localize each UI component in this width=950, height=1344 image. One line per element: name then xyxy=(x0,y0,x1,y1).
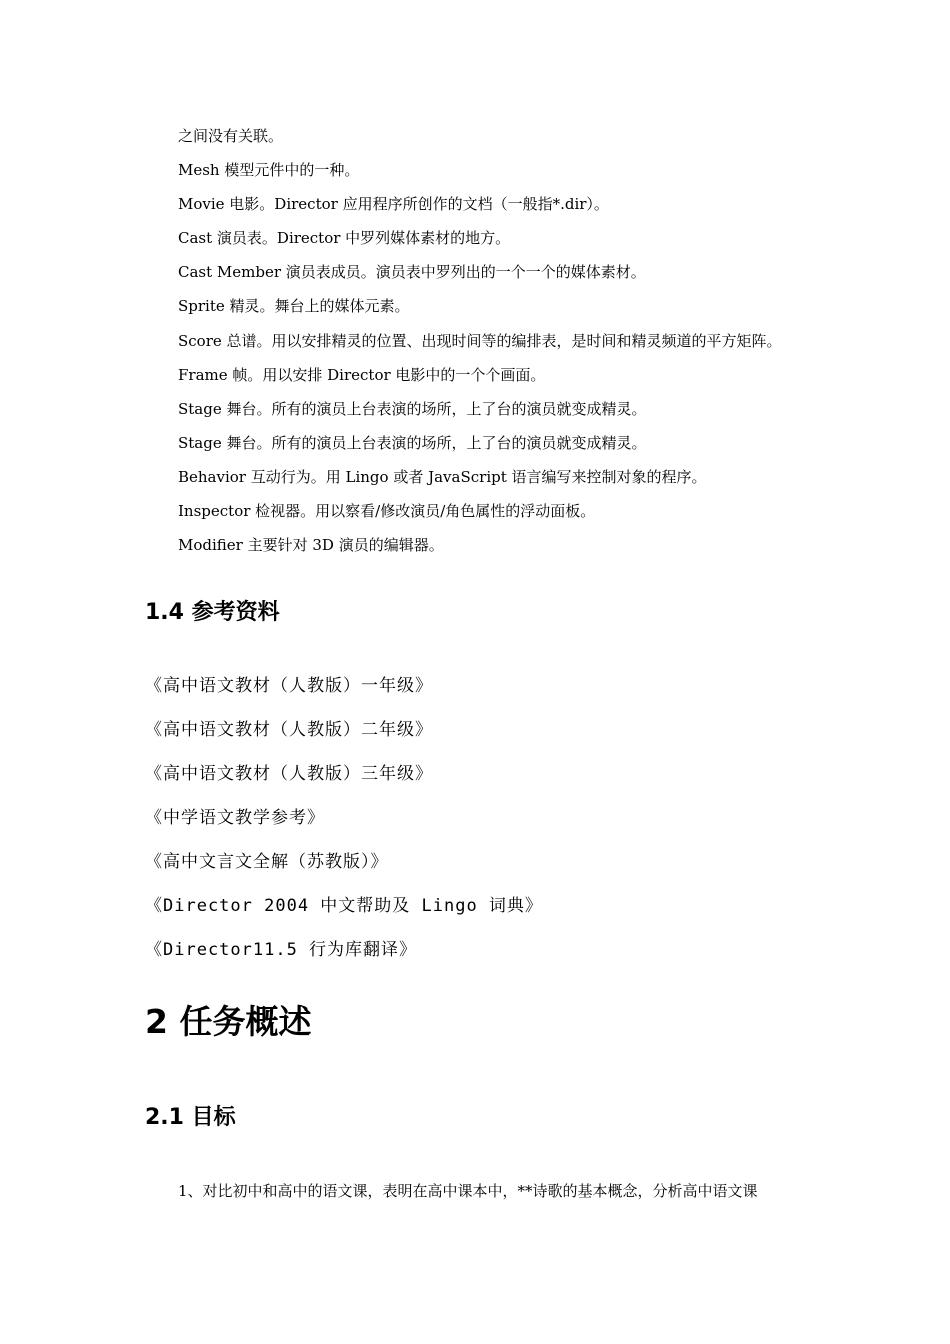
glossary-item: Cast Member 演员表成员。演员表中罗列出的一个一个的媒体素材。 xyxy=(178,263,646,282)
reference-item: 《高中文言文全解（苏教版）》 xyxy=(145,852,389,872)
glossary-item: 之间没有关联。 xyxy=(178,127,284,145)
glossary-item: Movie 电影。Director 应用程序所创作的文档（一般指*.dir）。 xyxy=(178,195,609,214)
glossary-item: Mesh 模型元件中的一种。 xyxy=(178,161,360,180)
glossary-item: Score 总谱。用以安排精灵的位置、出现时间等的编排表，是时间和精灵频道的平方矩阵。 xyxy=(178,331,782,350)
reference-item: 《Director 2004 中文帮助及 Lingo 词典》 xyxy=(145,896,543,916)
glossary-list xyxy=(178,124,878,567)
section-heading-references: 1.4 参考资料 xyxy=(145,600,280,625)
glossary-item: Stage 舞台。所有的演员上台表演的场所，上了台的演员就变成精灵。 xyxy=(178,433,647,452)
glossary-item: Inspector 检视器。用以察看/修改演员/角色属性的浮动面板。 xyxy=(178,502,596,521)
reference-item: 《高中语文教材（人教版）二年级》 xyxy=(145,720,433,740)
reference-item: 《Director11.5 行为库翻译》 xyxy=(145,940,418,960)
chapter-heading-task-overview: 2 任务概述 xyxy=(145,1002,312,1041)
reference-list xyxy=(145,672,845,980)
glossary-item: Frame 帧。用以安排 Director 电影中的一个个画面。 xyxy=(178,365,546,384)
reference-item: 《中学语文教学参考》 xyxy=(145,808,325,828)
glossary-item: Sprite 精灵。舞台上的媒体元素。 xyxy=(178,297,410,316)
glossary-item: Stage 舞台。所有的演员上台表演的场所，上了台的演员就变成精灵。 xyxy=(178,399,647,418)
section-heading-goals: 2.1 目标 xyxy=(145,1105,236,1130)
reference-item: 《高中语文教材（人教版）三年级》 xyxy=(145,764,433,784)
glossary-item: Behavior 互动行为。用 Lingo 或者 JavaScript 语言编写来控制对象的程序。 xyxy=(178,467,707,486)
body-paragraph: 1、对比初中和高中的语文课，表明在高中课本中，**诗歌的基本概念，分析高中语文课 xyxy=(178,1182,758,1200)
reference-item: 《高中语文教材（人教版）一年级》 xyxy=(145,676,433,696)
glossary-item: Cast 演员表。Director 中罗列媒体素材的地方。 xyxy=(178,229,511,248)
glossary-item: Modifier 主要针对 3D 演员的编辑器。 xyxy=(178,536,444,555)
